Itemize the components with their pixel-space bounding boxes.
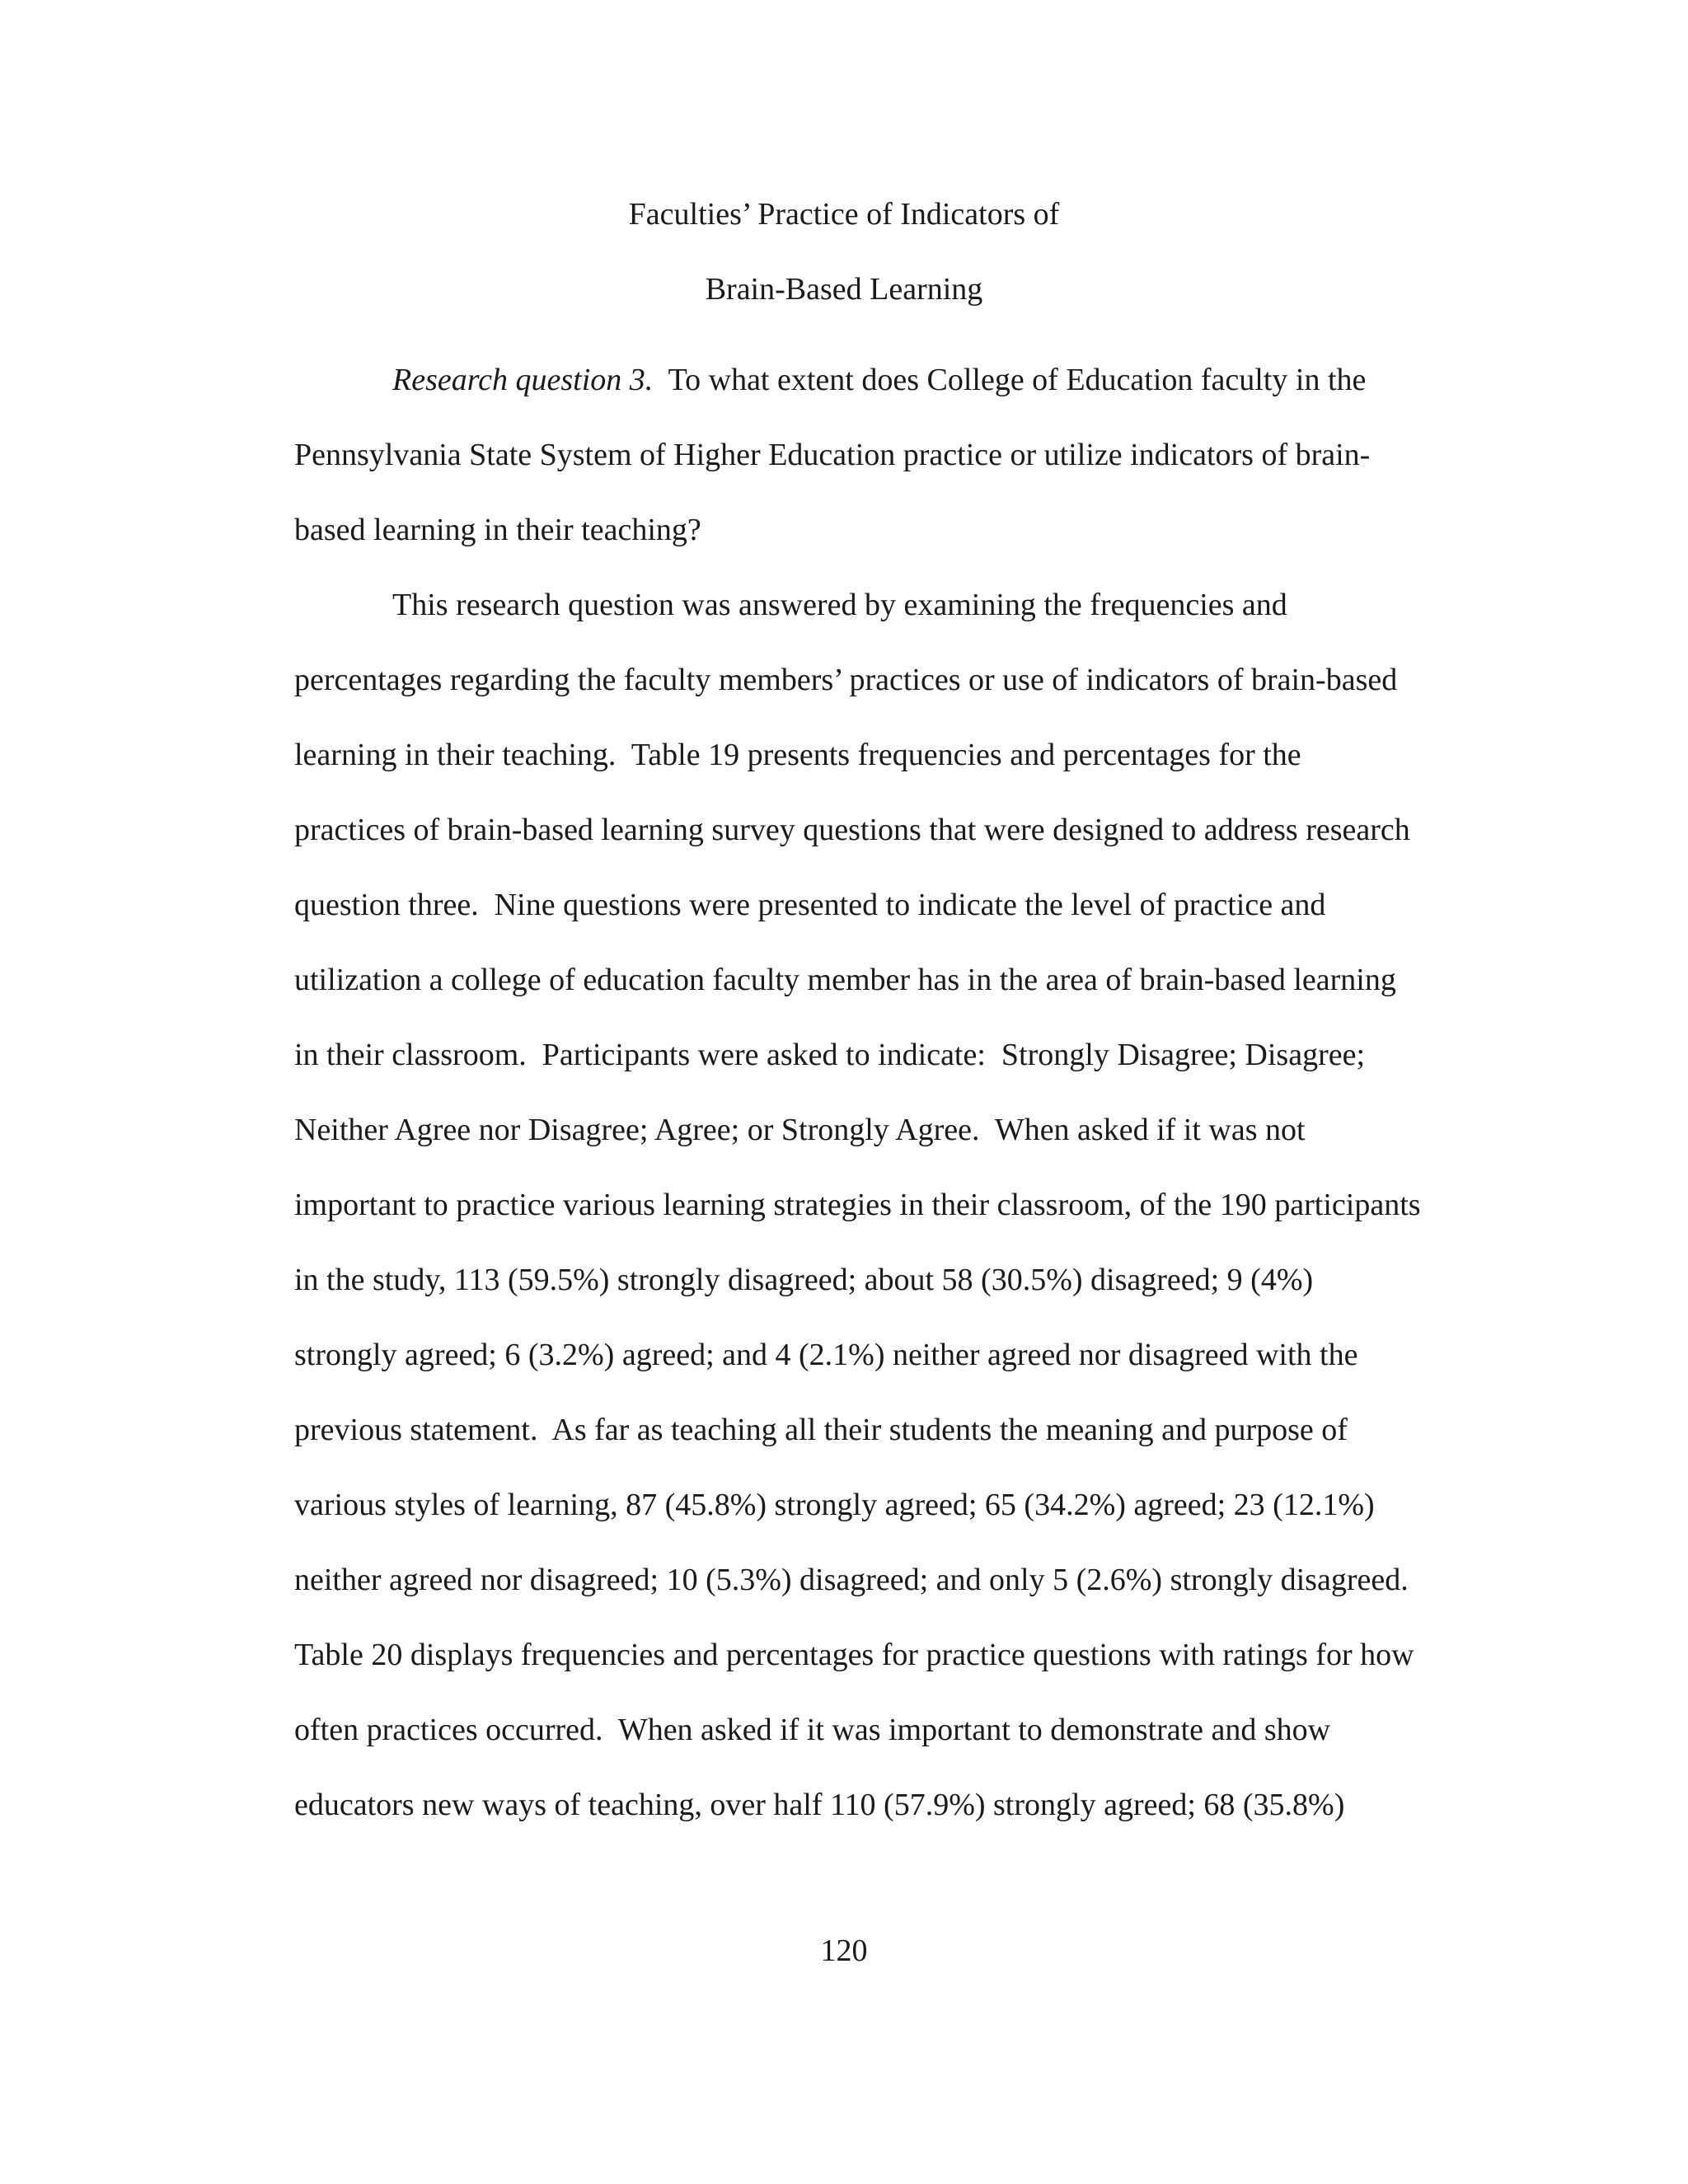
paragraph-2-line-14: neither agreed nor disagreed; 10 (5.3%) disagreed; and only 5 (2.6%) strongly disagreed. — [294, 1563, 1409, 1597]
paragraph-1-line-1 — [294, 343, 1481, 418]
paragraph-2-line-3: learning in their teaching. Table 19 presents frequencies and percentages for the — [294, 738, 1301, 772]
body-text — [294, 343, 1481, 1843]
paragraph-1-line-3: based learning in their teaching? — [294, 513, 701, 547]
paragraph-2-line-17: educators new ways of teaching, over half 110 (57.9%) strongly agreed; 68 (35.8%) — [294, 1788, 1345, 1822]
paragraph-2-line-8: Neither Agree nor Disagree; Agree; or Strongly Agree. When asked if it was not — [294, 1113, 1306, 1147]
research-question-text: To what extent does College of Education faculty in the — [653, 363, 1367, 397]
paragraph-2-line-9: important to practice various learning strategies in their classroom, of the 190 participants — [294, 1188, 1421, 1222]
paragraph-2-line-12: previous statement. As far as teaching all their students the meaning and purpose of — [294, 1413, 1348, 1447]
paragraph-2-line-15: Table 20 displays frequencies and percentages for practice questions with ratings for how — [294, 1638, 1414, 1672]
research-question-label: Research question 3. — [392, 363, 654, 397]
paragraph-1-line-2: Pennsylvania State System of Higher Education practice or utilize indicators of brain- — [294, 438, 1371, 472]
paragraph-2-line-1 — [294, 568, 1481, 643]
section-heading-line-1: Faculties’ Practice of Indicators of — [628, 197, 1060, 232]
section-heading-line-2: Brain-Based Learning — [705, 272, 983, 307]
paragraph-2-line-4: practices of brain-based learning survey questions that were designed to address research — [294, 813, 1410, 847]
paragraph-2-line-7: in their classroom. Participants were asked to indicate: Strongly Disagree; Disagree; — [294, 1038, 1366, 1072]
page-number: 120 — [820, 1933, 868, 1968]
paragraph-2-line-16: often practices occurred. When asked if it was important to demonstrate and show — [294, 1713, 1331, 1747]
paragraph-2-line-5: question three. Nine questions were presented to indicate the level of practice and — [294, 888, 1326, 922]
paragraph-2-line-1-text: This research question was answered by examining the frequencies and — [392, 588, 1287, 622]
paragraph-2-line-10: in the study, 113 (59.5%) strongly disagreed; about 58 (30.5%) disagreed; 9 (4%) — [294, 1263, 1314, 1297]
paragraph-2-line-13: various styles of learning, 87 (45.8%) strongly agreed; 65 (34.2%) agreed; 23 (12.1%) — [294, 1488, 1375, 1522]
paragraph-2-line-2: percentages regarding the faculty members’ practices or use of indicators of brain-based — [294, 663, 1398, 697]
paragraph-2-line-6: utilization a college of education faculty member has in the area of brain-based learning — [294, 963, 1396, 997]
paragraph-2-line-11: strongly agreed; 6 (3.2%) agreed; and 4 (2.1%) neither agreed nor disagreed with the — [294, 1338, 1358, 1372]
